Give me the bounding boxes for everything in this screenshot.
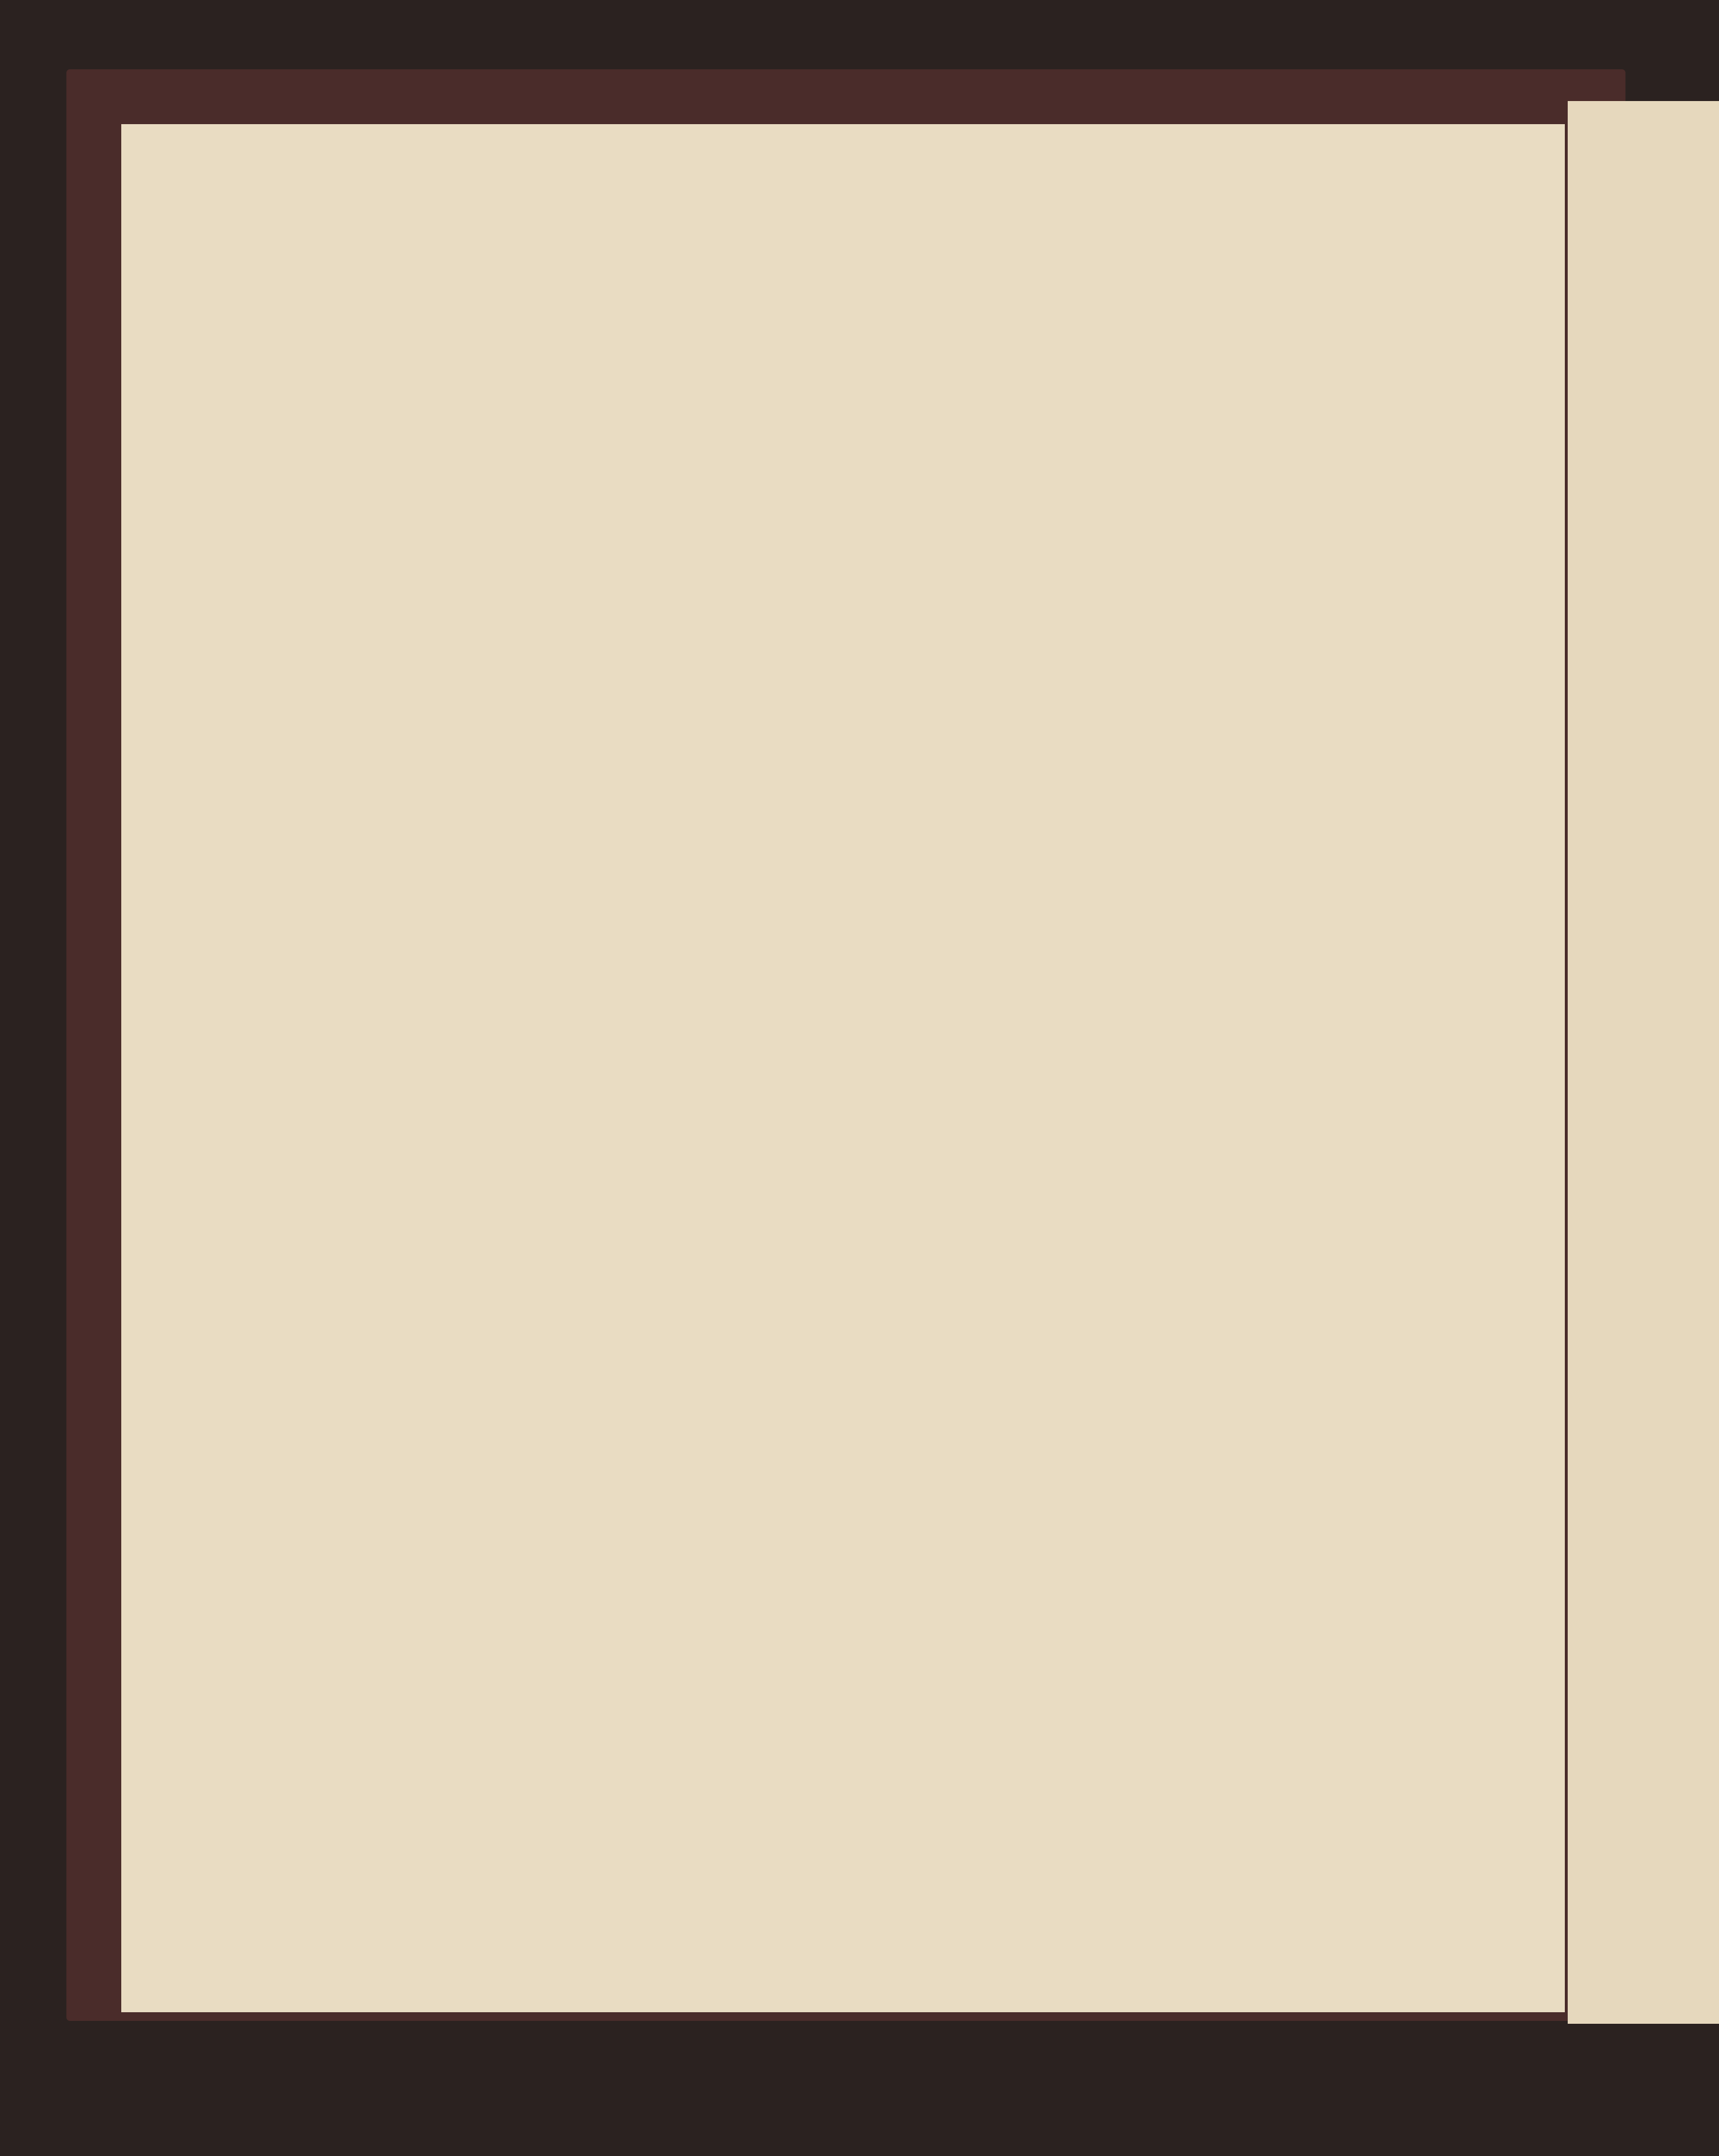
right-page [1568,101,1719,2024]
left-page [121,124,1565,2012]
